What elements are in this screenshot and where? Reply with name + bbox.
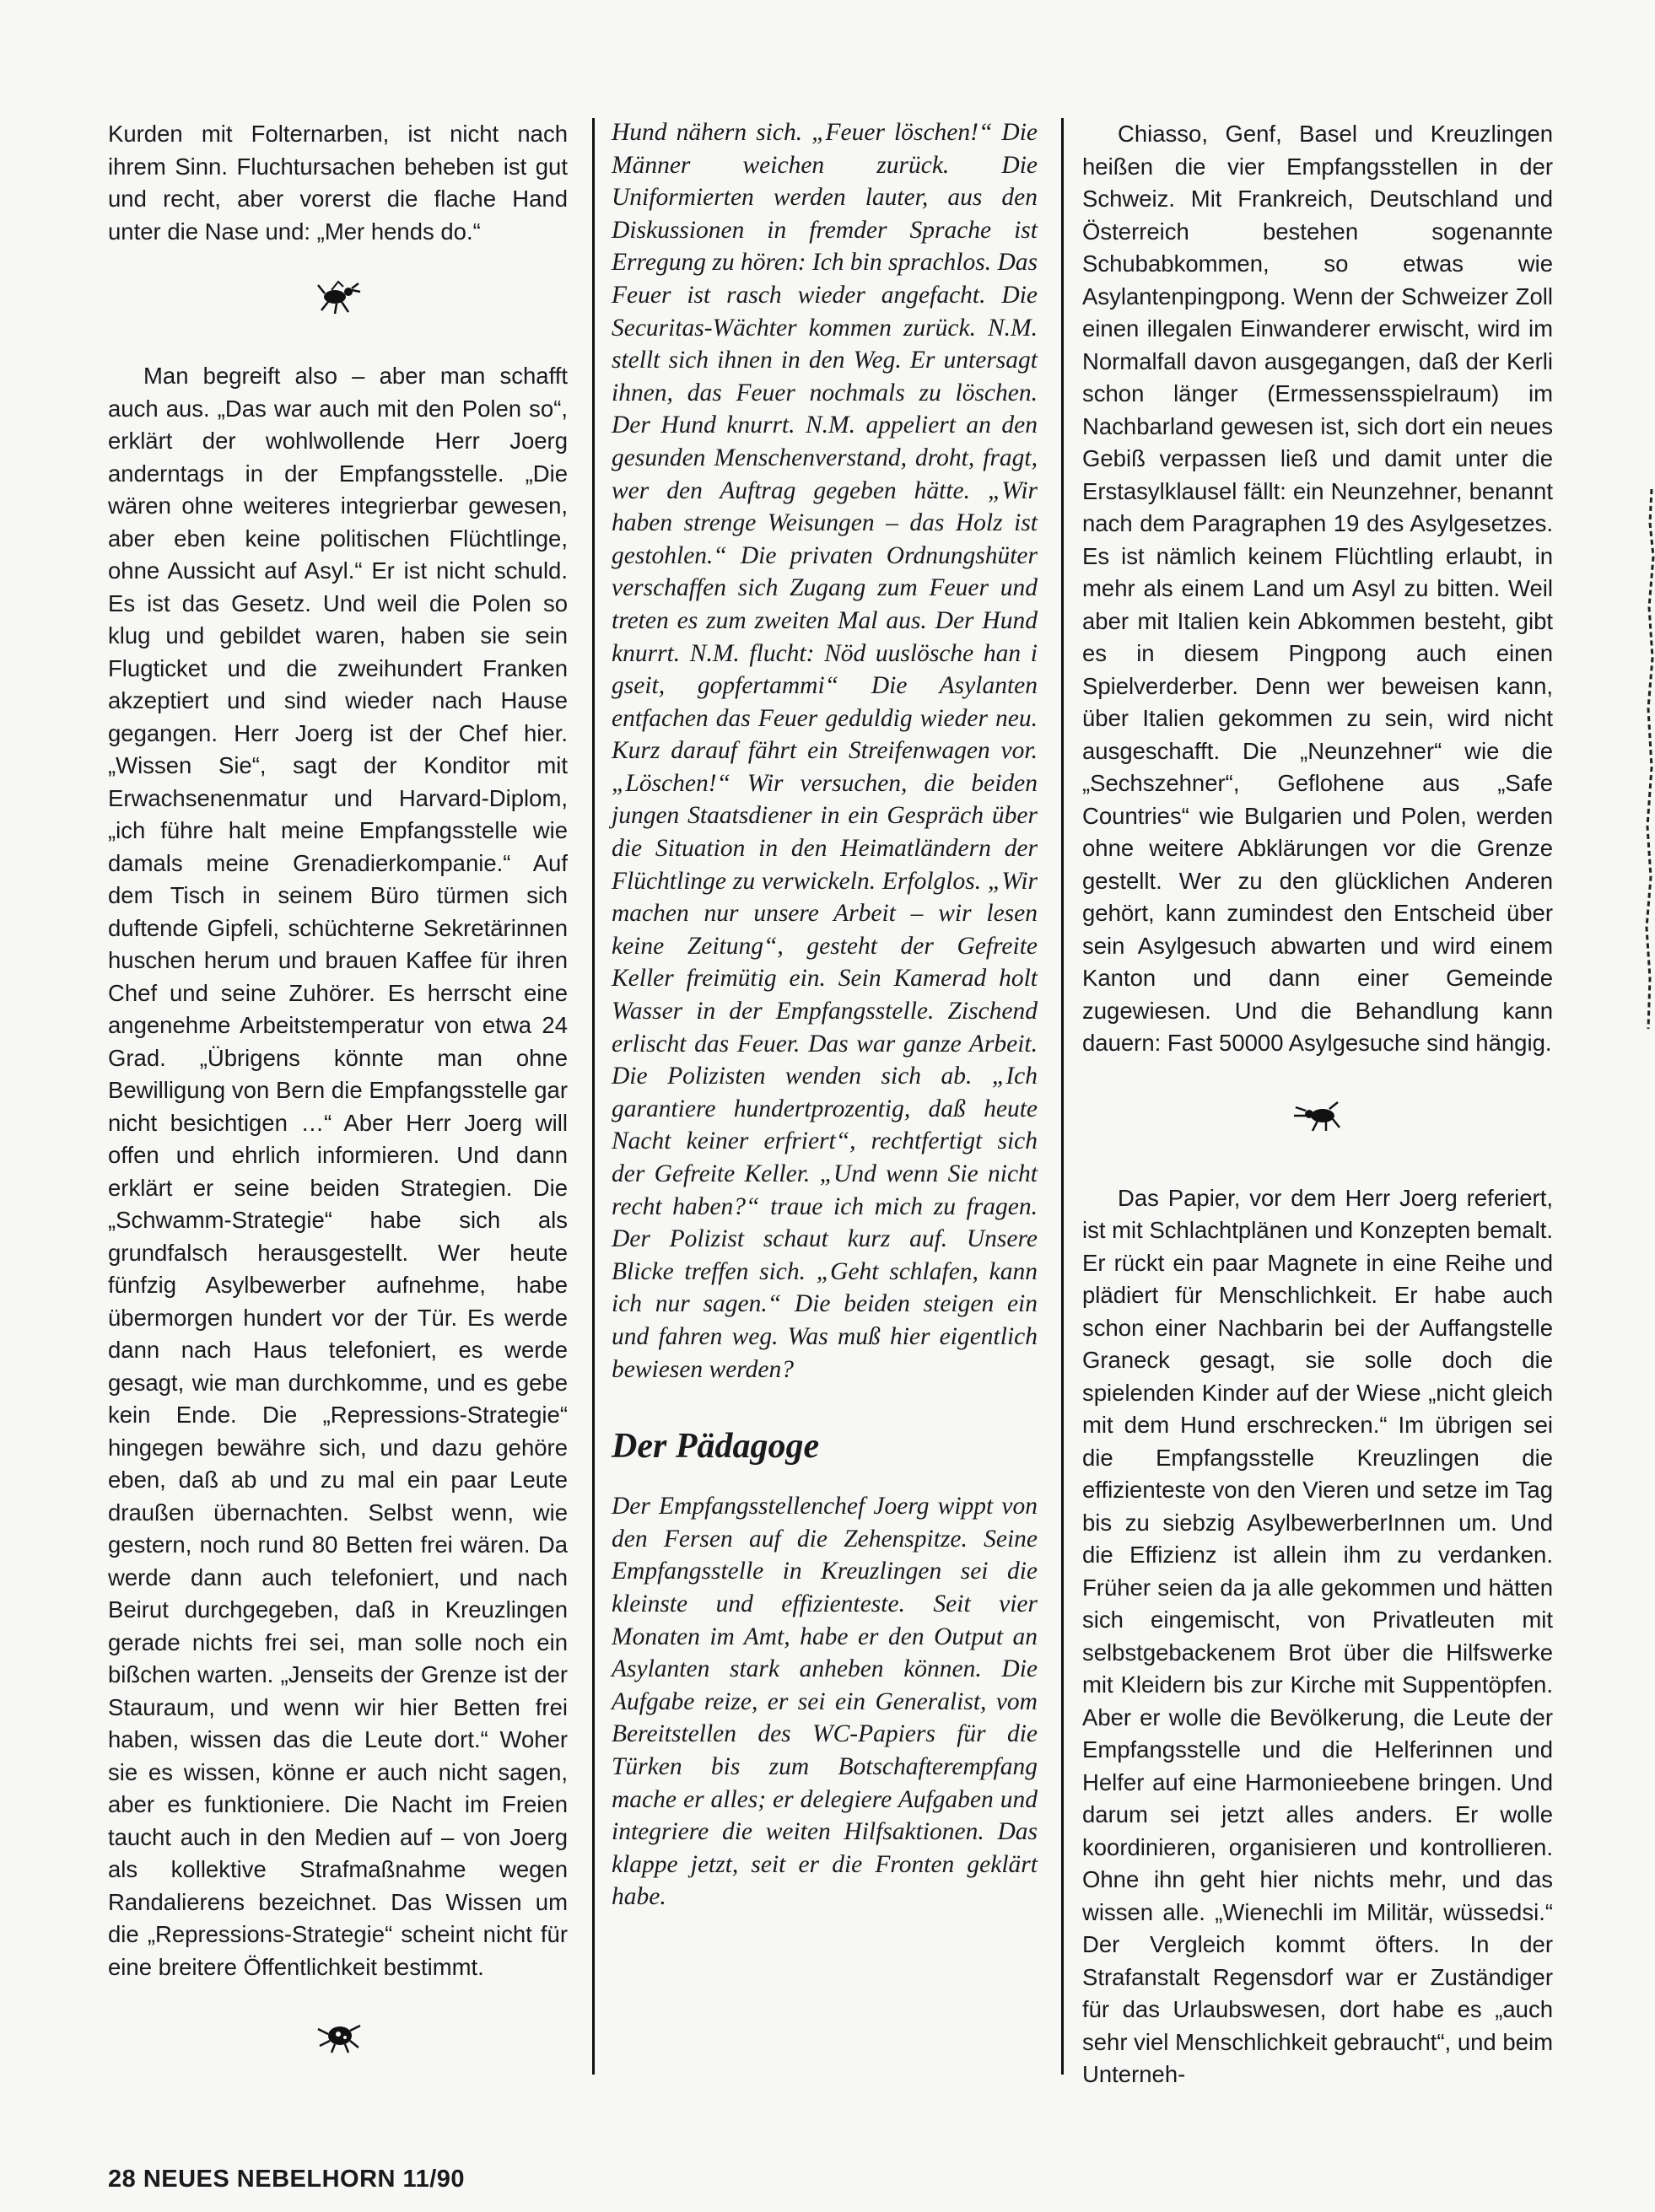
- section-heading: Der Pädagoge: [612, 1427, 820, 1467]
- left-column: [108, 118, 568, 2099]
- paragraph: Hund nähern sich. „Feuer löschen!“ Die Männer weichen zurück. Die Uniformierten werden lauter, aus den Diskussionen in fremder Sprache ist Erregung zu hören: Ich bin sprachlos. Das Feuer ist rasch wieder angefacht. Die Securitas-Wächter kommen zurück. N.M. stellt sich ihnen in den Weg. Er untersagt ihnen, das Feuer nochmals zu löschen. Der Hund knurrt. N.M. appeliert an den gesunden Menschenverstand, droht, fragt, wer den Auftrag gegeben hätte. „Wir haben strenge Weisungen – das Holz ist gestohlen.“ Die privaten Ordnungshüter verschaffen sich Zugang zum Feuer und treten es zum zweiten Mal aus. Der Hund knurrt. N.M. flucht: Nöd uuslösche han i gseit, gopfertammi“ Die Asylanten entfachen das Feuer geduldig wieder neu. Kurz darauf fährt ein Streifenwagen vor. „Löschen!“ Wir versuchen, die beiden jungen Staatsdiener in ein Gespräch über die Situation in den Heimatländern der Flüchtlinge zu verwickeln. Erfolglos. „Wir machen nur unsere Arbeit – wir lesen keine Zeitung“, gesteht der Gefreite Keller freimütig ein. Sein Kamerad holt Wasser in der Empfangsstelle. Zischend erlischt das Feuer. Das war ganze Arbeit. Die Polizisten wenden sich ab. „Ich garantiere hundertprozentig, daß heute Nacht keiner erfriert“, rechtfertigt sich der Gefreite Keller. „Und wenn Sie nicht recht haben?“ traue ich mich zu fragen. Der Polizist schaut kurz auf. Unsere Blicke treffen sich. „Geht schlafen, kann ich nur sagen.“ Die beiden steigen ein und fahren weg. Was muß hier eigentlich bewiesen werden?: [612, 119, 1038, 1383]
- column-rule-right: [1061, 118, 1064, 2075]
- middle-column: [612, 116, 1038, 1913]
- page-number: 28: [108, 2166, 137, 2193]
- issue-number: 11/90: [402, 2166, 466, 2193]
- paragraph: Man begreift also – aber man schafft auch aus. „Das war auch mit den Polen so“, erklärt der wohlwollende Herr Joerg anderntags in der Empfangsstelle. „Die wären ohne weiteres integrierbar gewesen, aber eben keine politischen Flüchtlinge, ohne Aussicht auf Asyl.“ Er ist nicht schuld. Es ist das Gesetz. Und weil die Polen so klug und gebildet waren, haben sie sein Flugticket und die zweihundert Franken akzeptiert und sind wieder nach Hause gegangen. Herr Joerg ist der Chef hier. „Wissen Sie“, sagt der Konditor mit Erwachsenenmatur und Harvard-Diplom, „ich führe halt meine Empfangsstelle wie damals meine Grenadierkompanie.“ Auf dem Tisch in seinem Büro türmen sich duftende Gipfeli, schüchterne Sekretärinnen huschen herum und brauen Kaffee für ihren Chef und seine Zuhörer. Es herrscht eine angenehme Arbeitstemperatur von etwa 24 Grad. „Übrigens könnte man ohne Bewilligung von Bern die Empfangsstelle gar nicht besichtigen …“ Aber Herr Joerg will offen und ehrlich informieren. Und dann erklärt er seine beiden Strategien. Die „Schwamm-Strategie“ habe sich als grundfalsch herausgestellt. Wer heute fünfzig Asylbewerber aufnehme, habe übermorgen hundert vor der Tür. Es werde dann nach Haus telefoniert, es werde gesagt, wie man durchkomme, und es gebe kein Ende. Die „Repressions-Strategie“ hingegen bewähre sich, und dazu gehöre eben, daß ab und zu mal ein paar Leute draußen übernachten. Selbst wenn, wie gestern, noch rund 80 Betten frei wären. Da werde dann auch telefoniert, und nach Beirut durchgegeben, daß in Kreuzlingen gerade nichts frei sei, man solle noch ein bißchen warten. „Jenseits der Grenze ist der Stauraum, und wenn wir hier Betten frei haben, wissen das die Leute dort.“ Woher sie es wissen, könne er auch nicht sagen, aber es funktioniere. Die Nacht im Freien taucht auch in den Medien auf – von Joerg als kollektive Strafmaßnahme wegen Randalierens bezeichnet. Das Wissen um die „Repressions-Strategie“ scheint nicht für eine breitere Öffentlichkeit bestimmt.: [108, 363, 568, 1980]
- paragraph: Das Papier, vor dem Herr Joerg referiert, ist mit Schlachtplänen und Konzepten bemalt. Er rückt ein paar Magnete in eine Reihe und plädiert für Menschlichkeit. Er habe auch schon einer Nachbarin bei der Auffangstelle Graneck gesagt, sie solle doch die spielenden Kinder auf der Wiese „nicht gleich mit dem Hund erschrecken.“ Im übrigen sei die Empfangsstelle Kreuzlingen die effizienteste von den Vieren und setze im Tag bis zu siebzig AsylbewerberInnen um. Und die Effizienz ist allein ihm zu verdanken. Früher seien da ja alle gekommen und hätten sich eingemischt, von Privatleuten mit selbstgebackenem Brot über die Hilfswerke mit Kleidern bis zur Kirche mit Suppentöpfen. Aber er wolle die Bevölkerung, die Leute der Empfangsstelle und die Helferinnen und Helfer auf eine Harmonieebene bringen. Und darum sei jetzt alles anders. Er wolle koordinieren, organisieren und kontrollieren. Ohne ihn geht hier nichts mehr, und das wissen alle. „Wienechli im Militär, wüssedsi.“ Der Vergleich kommt öfters. In der Strafanstalt Regensdorf war er Zuständiger für das Urlaubswesen, dort habe es „auch sehr viel Menschlichkeit gebraucht“, und beim Unterneh-: [1082, 1184, 1553, 2087]
- magazine-name: NEUES NEBELHORN: [143, 2166, 396, 2193]
- scan-edge-mark: [1636, 489, 1655, 1029]
- column-rule-left: [592, 118, 595, 2075]
- paragraph: Chiasso, Genf, Basel und Kreuzlingen heißen die vier Empfangsstellen in der Schweiz. Mit Frankreich, Deutschland und Österreich bestehen sogenannte Schubabkommen, so etwas wie Asylantenpingpong. Wenn der Schweizer Zoll einen illegalen Einwanderer erwischt, wird im Normalfall davon ausgegangen, daß der Kerli schon länger (Ermessensspielraum) im Nachbarland gewesen ist, sich dort ein neues Gebiß verpassen ließ und damit unter die Erstasylklausel fällt: ein Neunzehner, benannt nach dem Paragraphen 19 des Asylgesetzes. Es ist nämlich keinem Flüchtling erlaubt, in mehr als einem Land um Asyl zu bitten. Weil aber mit Italien kein Abkommen besteht, gibt es in diesem Pingpong auch einen Spielverderber. Denn wer beweisen kann, über Italien gekommen zu sein, wird nicht ausgeschafft. Die „Neunzehner“ wie die „Sechszehner“, Geflohene aus „Safe Countries“ wie Bulgarien und Polen, werden ohne weitere Abklärungen vor die Grenze gestellt. Wer zu den glücklichen Anderen gehört, kann zumindest den Entscheid über sein Asylgesuch abwarten und wird einem Kanton und dann einer Gemeinde zugewiesen. Und die Behandlung kann dauern: Fast 50000 Asylgesuche sind hängig.: [1082, 121, 1553, 1056]
- paragraph: Der Empfangsstellenchef Joerg wippt von den Fersen auf die Zehenspitze. Seine Empfangsstelle in Kreuzlingen sei die kleinste und effizienteste. Seit vier Monaten im Amt, habe er den Output an Asylanten stark anheben können. Die Aufgabe reize, er sei ein Generalist, vom Bereitstellen des WC-Papiers für die Türken bis zum Botschafterempfang mache er alles; er delegiere Aufgaben und integriere die weiten Hilfsaktionen. Das klappe jetzt, seit er die Fronten geklärt habe.: [612, 1493, 1038, 1911]
- insect-icon: [1292, 1097, 1343, 1135]
- paragraph: Kurden mit Folternarben, ist nicht nach ihrem Sinn. Fluchtursachen beheben ist gut und recht, aber vorerst die flache Hand unter die Nase und: „Mer hends do.“: [108, 121, 568, 245]
- page-footer: [108, 2166, 465, 2193]
- insect-icon: [313, 2017, 364, 2055]
- insect-icon: [313, 278, 364, 316]
- right-column: [1082, 118, 1553, 2091]
